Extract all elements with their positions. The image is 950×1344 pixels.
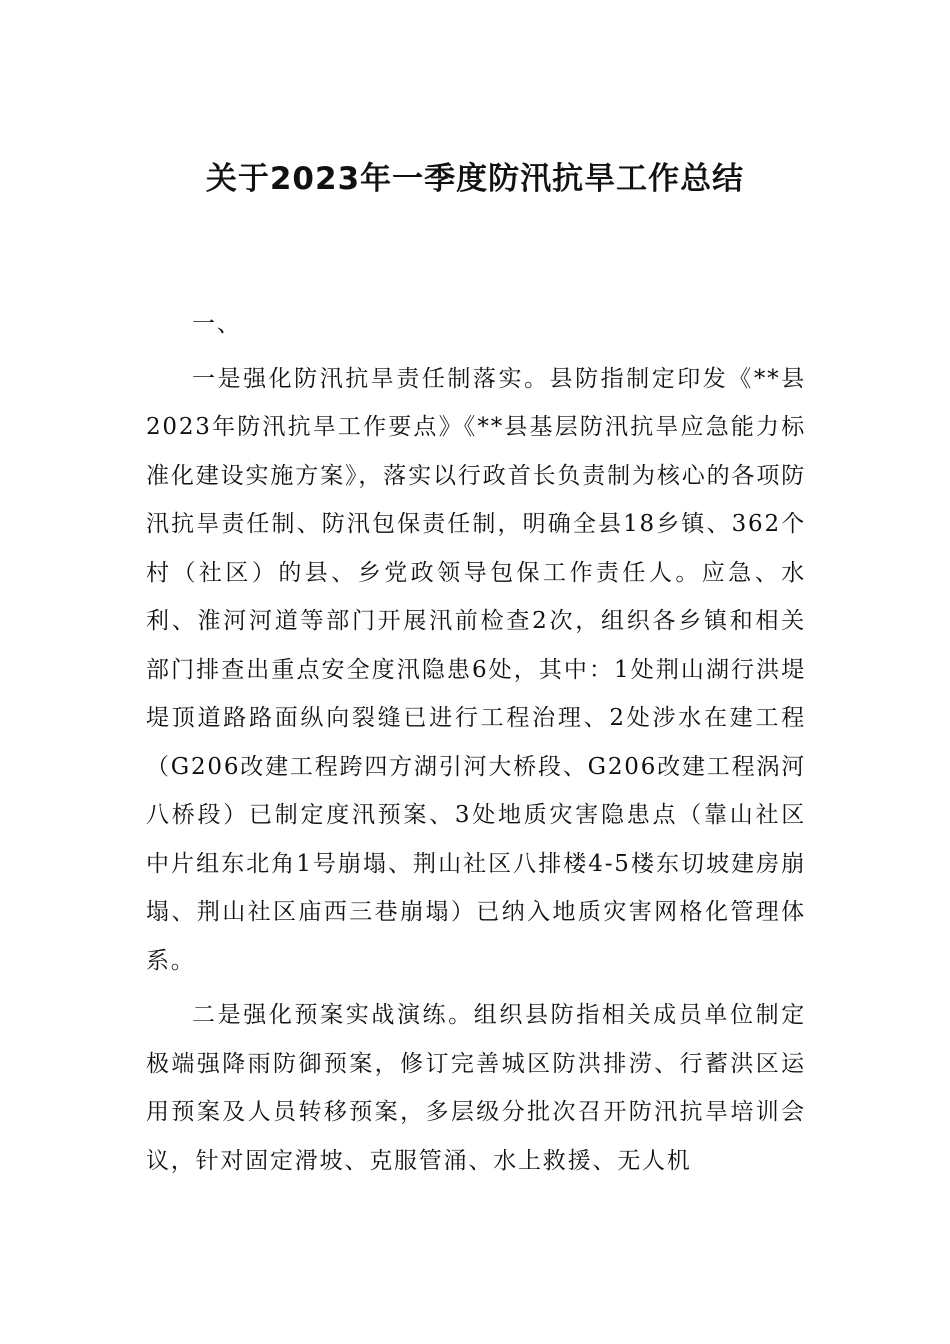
- section-heading: 一、: [192, 311, 242, 337]
- document-body: [146, 300, 806, 1185]
- paragraph-drills: 二是强化预案实战演练。组织县防指相关成员单位制定极端强降雨防御预案，修订完善城区防洪排涝、行蓄洪区运用预案及人员转移预案，多层级分批次召开防汛抗旱培训会议，针对固定滑坡、克服管涌、水上救援、无人机: [146, 1002, 806, 1174]
- document-title: 关于2023年一季度防汛抗旱工作总结: [205, 161, 745, 197]
- paragraph-responsibility: 一是强化防汛抗旱责任制落实。县防指制定印发《**县2023年防汛抗旱工作要点》《**县基层防汛抗旱应急能力标准化建设实施方案》，落实以行政首长负责制为核心的各项防汛抗旱责任制、防汛包保责任制，明确全县18乡镇、362个村（社区）的县、乡党政领导包保工作责任人。应急、水利、淮河河道等部门开展汛前检查2次，组织各乡镇和相关部门排查出重点安全度汛隐患6处，其中：1处荆山湖行洪堤堤顶道路路面纵向裂缝已进行工程治理、2处涉水在建工程（G206改建工程跨四方湖引河大桥段、G206改建工程涡河八桥段）已制定度汛预案、3处地质灾害隐患点（靠山社区中片组东北角1号崩塌、荆山社区八排楼4-5楼东切坡建房崩塌、荆山社区庙西三巷崩塌）已纳入地质灾害网格化管理体系。: [146, 365, 806, 974]
